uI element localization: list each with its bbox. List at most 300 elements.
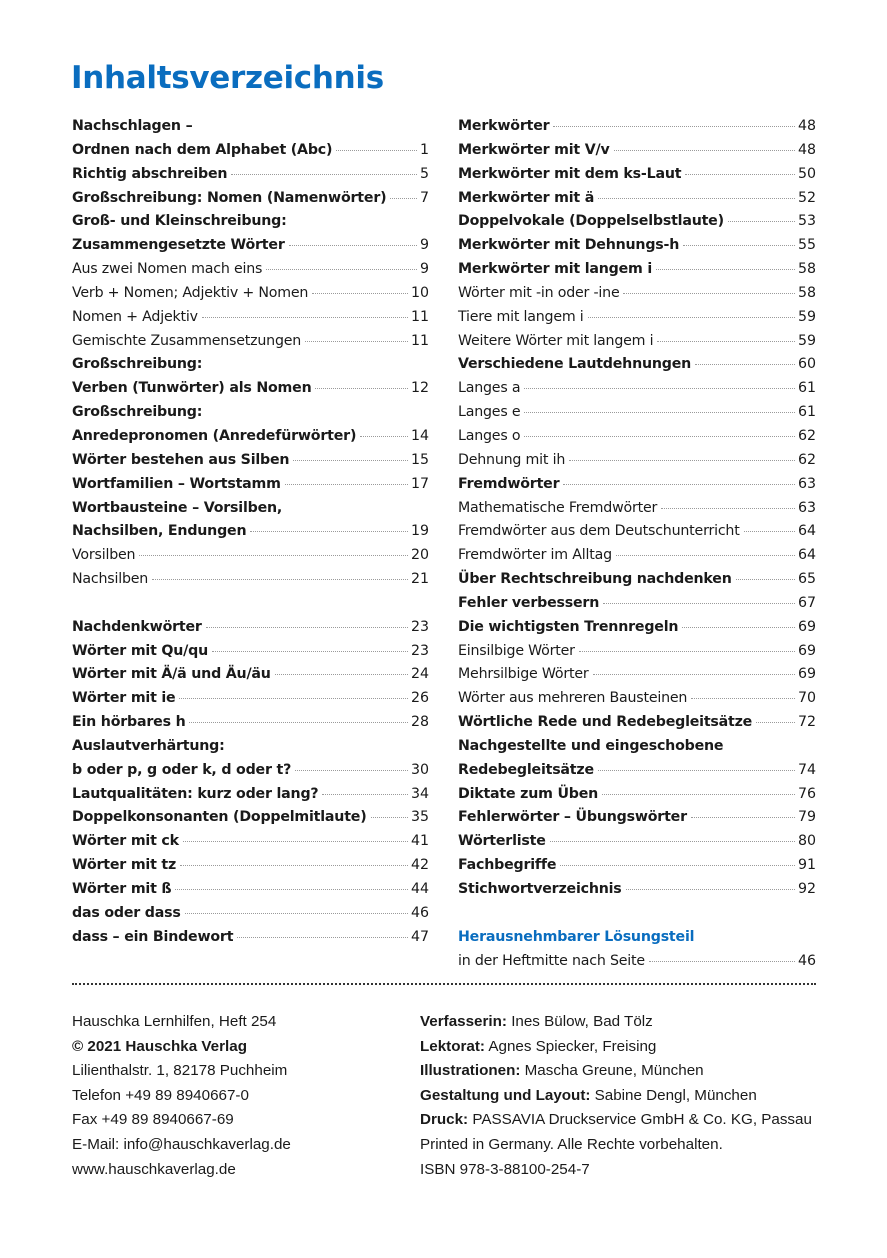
imprint-line <box>72 1035 291 1060</box>
toc-entry-label: Wörterliste <box>458 833 546 850</box>
toc-entry[interactable] <box>458 401 816 425</box>
toc-page-number: 63 <box>797 499 816 516</box>
toc-entry-label: Nachsilben <box>72 571 149 588</box>
imprint-label: Lektorat: <box>420 1037 485 1055</box>
toc-entry-label: Wörter mit ck <box>72 833 179 850</box>
toc-page-number: 72 <box>797 714 816 731</box>
toc-page-number: 11 <box>410 332 429 349</box>
toc-entry[interactable] <box>72 878 429 902</box>
toc-page-number: 58 <box>797 284 816 301</box>
toc-entry[interactable] <box>458 640 816 664</box>
dot-leader <box>563 484 795 485</box>
dot-leader <box>524 436 795 437</box>
toc-entry-label: das oder dass <box>72 904 181 921</box>
toc-entry-label: Fehler verbessern <box>458 594 600 611</box>
dot-leader <box>183 841 408 842</box>
toc-page-number: 26 <box>410 690 429 707</box>
imprint-line <box>72 1059 291 1084</box>
toc-entry-label: Tiere mit langem i <box>458 308 584 325</box>
toc-entry-label: Großschreibung: <box>72 404 203 421</box>
imprint-label: Illustrationen: <box>420 1062 521 1080</box>
toc-entry-label: Ordnen nach dem Alphabet (Abc) <box>72 141 333 158</box>
dot-leader <box>569 460 795 461</box>
dot-leader <box>250 531 408 532</box>
toc-entry[interactable] <box>458 187 816 211</box>
toc-page-number: 50 <box>797 165 816 182</box>
toc-entry[interactable] <box>72 806 429 830</box>
toc-entry[interactable] <box>458 663 816 687</box>
imprint-label: © 2021 Hauschka Verlag <box>72 1037 247 1055</box>
toc-page-number: 53 <box>797 213 816 230</box>
toc-entry[interactable] <box>458 377 816 401</box>
toc-entry[interactable] <box>72 616 429 640</box>
dot-leader <box>212 651 408 652</box>
imprint-value: Printed in Germany. Alle Rechte vorbehalten. <box>420 1135 723 1153</box>
toc-page-number: 64 <box>797 547 816 564</box>
dot-leader <box>524 388 795 389</box>
dot-leader <box>285 484 408 485</box>
toc-entry-label: Wörter aus mehreren Bausteinen <box>458 690 688 707</box>
toc-entry[interactable] <box>72 759 429 783</box>
toc-page-number: 69 <box>797 642 816 659</box>
toc-entry-label: Langes e <box>458 404 521 421</box>
toc-page-number: 19 <box>410 523 429 540</box>
imprint-line <box>72 1133 291 1158</box>
toc-entry[interactable] <box>72 282 429 306</box>
toc-heading <box>458 926 816 950</box>
toc-page-number: 64 <box>797 523 816 540</box>
toc-entry-label: Nachsilben, Endungen <box>72 523 247 540</box>
dot-leader <box>315 388 407 389</box>
imprint-line <box>420 1084 812 1109</box>
dot-leader <box>623 293 794 294</box>
toc-entry[interactable] <box>72 854 429 878</box>
dot-leader <box>360 436 408 437</box>
dot-leader <box>237 937 408 938</box>
toc-entry[interactable] <box>458 139 816 163</box>
toc-page-number: 21 <box>410 571 429 588</box>
toc-entry[interactable] <box>458 115 816 139</box>
imprint-line <box>72 1158 291 1183</box>
toc-entry-label: Merkwörter mit Dehnungs-h <box>458 237 680 254</box>
toc-entry[interactable] <box>458 306 816 330</box>
dot-leader <box>550 841 795 842</box>
toc-page-number: 91 <box>797 857 816 874</box>
toc-entry[interactable] <box>458 687 816 711</box>
toc-entry[interactable] <box>72 330 429 354</box>
toc-entry-label: Merkwörter <box>458 118 550 134</box>
toc-entry-label: Diktate zum Üben <box>458 785 599 802</box>
toc-entry-label: Nachgestellte und eingeschobene <box>458 737 724 754</box>
toc-entry-label: dass – ein Bindewort <box>72 928 234 945</box>
imprint-credits <box>420 1010 812 1182</box>
toc-entry-label: Verschiedene Lautdehnungen <box>458 356 692 373</box>
toc-entry-label: Fachbegriffe <box>458 857 557 874</box>
toc-entry[interactable] <box>72 163 429 187</box>
dot-leader <box>695 364 795 365</box>
dot-leader <box>657 341 795 342</box>
imprint-value: Agnes Spiecker, Freising <box>484 1037 657 1055</box>
toc-entry-label: Verben (Tunwörter) als Nomen <box>72 380 312 397</box>
toc-entry-label: Über Rechtschreibung nachdenken <box>458 571 732 588</box>
imprint-line <box>72 1108 291 1133</box>
toc-entry-label: Doppelkonsonanten (Doppelmitlaute) <box>72 809 367 826</box>
toc-entry-label: Nomen + Adjektiv <box>72 308 198 325</box>
imprint-value: Mascha Greune, München <box>520 1062 704 1080</box>
toc-entry-label: Aus zwei Nomen mach eins <box>72 261 263 278</box>
toc-entry-label: Wörtliche Rede und Redebegleitsätze <box>458 714 753 731</box>
toc-entry-label: Langes a <box>458 380 521 397</box>
dot-leader <box>202 317 408 318</box>
toc-page-number: 79 <box>797 809 816 826</box>
dot-leader <box>656 269 795 270</box>
toc-page-number: 34 <box>410 785 429 802</box>
toc-spacer <box>458 902 816 926</box>
toc-entry[interactable] <box>458 616 816 640</box>
toc-page-number: 92 <box>797 881 816 897</box>
toc-entry-label: Merkwörter mit ä <box>458 189 595 206</box>
dot-leader <box>736 579 795 580</box>
dot-leader <box>275 674 408 675</box>
toc-page-number: 1 <box>419 141 429 158</box>
toc-entry[interactable] <box>72 568 429 592</box>
toc-entry[interactable] <box>458 497 816 521</box>
toc-page-number: 59 <box>797 332 816 349</box>
toc-entry-label: Die wichtigsten Trennregeln <box>458 618 679 635</box>
toc-page-number: 46 <box>410 904 429 921</box>
toc-entry[interactable] <box>72 449 429 473</box>
imprint-value: Hauschka Lernhilfen, Heft 254 <box>72 1013 277 1030</box>
imprint-line <box>420 1059 812 1084</box>
toc-entry[interactable] <box>458 210 816 234</box>
imprint-value: PASSAVIA Druckservice GmbH & Co. KG, Passau <box>468 1111 812 1129</box>
toc-entry[interactable] <box>72 640 429 664</box>
toc-entry-label: Wörter mit ß <box>72 881 172 897</box>
imprint-line <box>420 1108 812 1133</box>
toc-heading <box>72 735 429 759</box>
dot-leader <box>685 174 795 175</box>
dot-leader <box>390 198 417 199</box>
dot-leader <box>322 794 407 795</box>
toc-entry[interactable] <box>458 258 816 282</box>
toc-entry[interactable] <box>72 234 429 258</box>
dot-leader <box>598 198 795 199</box>
dot-leader <box>603 603 795 604</box>
toc-page-number: 58 <box>797 261 816 278</box>
toc-heading <box>72 210 429 234</box>
dot-leader <box>231 174 417 175</box>
toc-entry-label: Verb + Nomen; Adjektiv + Nomen <box>72 284 309 301</box>
toc-entry-label: Fremdwörter <box>458 475 560 492</box>
dot-leader <box>305 341 408 342</box>
dot-leader <box>588 317 795 318</box>
toc-heading <box>72 353 429 377</box>
toc-entry-label: in der Heftmitte nach Seite <box>458 952 645 969</box>
imprint-label: Druck: <box>420 1111 469 1129</box>
toc-entry-label: Herausnehmbarer Lösungsteil <box>458 928 695 945</box>
toc-entry-label: Wörter mit ie <box>72 690 176 707</box>
toc-entry[interactable] <box>458 854 816 878</box>
toc-entry[interactable] <box>458 950 816 974</box>
toc-page-number: 35 <box>410 809 429 826</box>
toc-heading <box>72 115 429 139</box>
toc-entry[interactable] <box>72 926 429 950</box>
toc-page-number: 60 <box>797 356 816 373</box>
dot-leader <box>266 269 417 270</box>
toc-entry[interactable] <box>72 187 429 211</box>
toc-page-number: 9 <box>419 261 429 278</box>
dot-leader <box>206 627 408 628</box>
toc-entry-label: Ein hörbares h <box>72 714 186 731</box>
toc-page-number: 10 <box>410 284 429 301</box>
imprint-value: Fax +49 89 8940667-69 <box>72 1111 234 1129</box>
dot-leader <box>682 627 795 628</box>
toc-page-number: 61 <box>797 404 816 421</box>
toc-page-number: 55 <box>797 237 816 254</box>
imprint-value: Telefon +49 89 8940667-0 <box>72 1086 249 1104</box>
toc-entry[interactable] <box>72 306 429 330</box>
toc-page-number: 44 <box>410 881 429 897</box>
imprint-value: www.hauschkaverlag.de <box>72 1160 236 1178</box>
dot-leader <box>626 889 795 890</box>
imprint-line <box>420 1010 812 1035</box>
toc-entry-label: Langes o <box>458 427 521 444</box>
imprint-label: Gestaltung und Layout: <box>420 1086 591 1104</box>
toc-entry[interactable] <box>72 473 429 497</box>
dot-leader <box>614 150 795 151</box>
dot-leader <box>371 817 408 818</box>
toc-entry-label: Groß- und Kleinschreibung: <box>72 213 287 230</box>
dot-leader <box>602 794 795 795</box>
toc-entry-label: Einsilbige Wörter <box>458 642 575 659</box>
toc-entry-label: Wortfamilien – Wortstamm <box>72 475 281 492</box>
toc-page-number: 69 <box>797 666 816 683</box>
toc-entry-label: Merkwörter mit langem i <box>458 261 653 278</box>
toc-page-number: 48 <box>797 141 816 158</box>
toc-page-number: 15 <box>410 451 429 468</box>
toc-heading <box>72 497 429 521</box>
toc-entry-label: Lautqualitäten: kurz oder lang? <box>72 785 319 802</box>
toc-entry-label: Fehlerwörter – Übungswörter <box>458 809 687 826</box>
dot-leader <box>691 698 795 699</box>
toc-entry[interactable] <box>72 783 429 807</box>
toc-entry-label: Redebegleitsätze <box>458 761 594 778</box>
toc-page-number: 14 <box>410 427 429 444</box>
imprint-label: Verfasserin: <box>420 1013 507 1030</box>
dot-leader <box>180 865 408 866</box>
toc-entry-label: Fremdwörter aus dem Deutschunterricht <box>458 523 740 540</box>
toc-entry[interactable] <box>72 663 429 687</box>
toc-page-number: 23 <box>410 642 429 659</box>
imprint-line <box>420 1133 812 1158</box>
toc-entry[interactable] <box>458 163 816 187</box>
toc-entry[interactable] <box>458 449 816 473</box>
dot-leader <box>295 770 408 771</box>
dot-leader <box>179 698 407 699</box>
toc-entry-label: Stichwortverzeichnis <box>458 881 622 897</box>
toc-entry-label: b oder p, g oder k, d oder t? <box>72 761 292 778</box>
toc-page-number: 11 <box>410 308 429 325</box>
toc-entry[interactable] <box>458 783 816 807</box>
toc-page-number: 47 <box>410 928 429 945</box>
imprint-line <box>72 1084 291 1109</box>
toc-entry-label: Großschreibung: Nomen (Namenwörter) <box>72 189 387 206</box>
toc-entry[interactable] <box>72 520 429 544</box>
toc-entry-label: Merkwörter mit dem ks-Laut <box>458 165 682 182</box>
toc-entry-label: Wörter bestehen aus Silben <box>72 451 290 468</box>
imprint-value: E-Mail: info@hauschkaverlag.de <box>72 1135 291 1153</box>
toc-page-number: 76 <box>797 785 816 802</box>
toc-entry[interactable] <box>458 425 816 449</box>
toc-entry[interactable] <box>72 902 429 926</box>
dot-leader <box>756 722 795 723</box>
toc-heading <box>458 735 816 759</box>
toc-entry-label: Mathematische Fremdwörter <box>458 499 658 516</box>
imprint-value: Sabine Dengl, München <box>590 1086 757 1104</box>
dot-leader <box>175 889 408 890</box>
toc-entry[interactable] <box>458 568 816 592</box>
dot-leader <box>744 531 795 532</box>
page-title: Inhaltsverzeichnis <box>71 60 384 96</box>
toc-page-number: 46 <box>797 952 816 969</box>
toc-entry-label: Fremdwörter im Alltag <box>458 547 612 564</box>
dot-leader <box>649 961 795 962</box>
toc-entry[interactable] <box>72 544 429 568</box>
toc-left-column <box>72 115 429 950</box>
toc-page-number: 20 <box>410 547 429 564</box>
dot-leader <box>293 460 408 461</box>
toc-page-number: 74 <box>797 761 816 778</box>
toc-entry[interactable] <box>72 830 429 854</box>
toc-entry-label: Nachdenkwörter <box>72 618 202 635</box>
toc-page-number: 7 <box>419 189 429 206</box>
toc-entry-label: Richtig abschreiben <box>72 165 228 182</box>
toc-entry[interactable] <box>72 139 429 163</box>
toc-page-number: 52 <box>797 189 816 206</box>
dot-leader <box>593 674 795 675</box>
toc-entry[interactable] <box>458 473 816 497</box>
imprint-line <box>420 1158 812 1183</box>
toc-page-number: 67 <box>797 594 816 611</box>
toc-entry[interactable] <box>458 592 816 616</box>
dot-leader <box>661 508 795 509</box>
toc-page-number: 9 <box>419 237 429 254</box>
imprint-publisher <box>72 1010 291 1182</box>
toc-entry[interactable] <box>458 353 816 377</box>
imprint-line <box>420 1035 812 1060</box>
dot-leader <box>553 126 795 127</box>
toc-page-number: 69 <box>797 618 816 635</box>
toc-entry[interactable] <box>458 759 816 783</box>
toc-entry[interactable] <box>458 830 816 854</box>
toc-entry[interactable] <box>458 330 816 354</box>
dot-leader <box>185 913 408 914</box>
toc-page-number: 62 <box>797 451 816 468</box>
toc-page-number: 70 <box>797 690 816 707</box>
toc-entry-label: Wortbausteine – Vorsilben, <box>72 499 283 516</box>
toc-entry-label: Wörter mit -in oder -ine <box>458 284 620 301</box>
toc-entry-label: Anredepronomen (Anredefürwörter) <box>72 427 357 444</box>
toc-entry[interactable] <box>72 687 429 711</box>
toc-entry-label: Doppelvokale (Doppelselbstlaute) <box>458 213 724 230</box>
toc-entry-label: Merkwörter mit V/v <box>458 141 610 158</box>
toc-entry[interactable] <box>458 544 816 568</box>
dot-leader <box>336 150 417 151</box>
dotted-divider <box>72 983 816 985</box>
dot-leader <box>289 245 417 246</box>
imprint-value: Ines Bülow, Bad Tölz <box>506 1013 653 1030</box>
toc-page-number: 59 <box>797 308 816 325</box>
dot-leader <box>616 555 795 556</box>
toc-entry-label: Großschreibung: <box>72 356 203 373</box>
toc-entry-label: Mehrsilbige Wörter <box>458 666 589 683</box>
toc-spacer <box>72 592 429 616</box>
toc-entry[interactable] <box>458 520 816 544</box>
toc-page-number: 5 <box>419 165 429 182</box>
dot-leader <box>152 579 408 580</box>
toc-page-number: 23 <box>410 618 429 635</box>
toc-entry-label: Wörter mit Qu/qu <box>72 642 208 659</box>
imprint-value: ISBN 978-3-88100-254-7 <box>420 1160 590 1178</box>
toc-entry-label: Nachschlagen – <box>72 118 193 134</box>
toc-page-number: 28 <box>410 714 429 731</box>
toc-page-number: 42 <box>410 857 429 874</box>
toc-page-number: 63 <box>797 475 816 492</box>
toc-entry[interactable] <box>72 425 429 449</box>
toc-right-column <box>458 115 816 973</box>
toc-entry-label: Dehnung mit ih <box>458 451 566 468</box>
toc-entry-label: Zusammengesetzte Wörter <box>72 237 285 254</box>
toc-page-number: 61 <box>797 380 816 397</box>
toc-entry[interactable] <box>458 806 816 830</box>
dot-leader <box>683 245 795 246</box>
toc-entry-label: Wörter mit tz <box>72 857 177 874</box>
toc-entry[interactable] <box>72 258 429 282</box>
toc-entry-label: Wörter mit Ä/ä und Äu/äu <box>72 666 271 683</box>
toc-page-number: 48 <box>797 118 816 134</box>
toc-page-number: 24 <box>410 666 429 683</box>
toc-entry[interactable] <box>458 711 816 735</box>
toc-entry-label: Gemischte Zusammensetzungen <box>72 332 302 349</box>
dot-leader <box>728 221 795 222</box>
dot-leader <box>579 651 795 652</box>
toc-page-number: 17 <box>410 475 429 492</box>
toc-entry-label: Auslautverhärtung: <box>72 737 225 754</box>
toc-entry-label: Vorsilben <box>72 547 136 564</box>
toc-heading <box>72 401 429 425</box>
toc-page-number: 80 <box>797 833 816 850</box>
toc-entry[interactable] <box>72 377 429 401</box>
toc-entry[interactable] <box>458 282 816 306</box>
toc-entry[interactable] <box>458 234 816 258</box>
toc-page-number: 30 <box>410 761 429 778</box>
toc-page-number: 12 <box>410 380 429 397</box>
toc-page-number: 65 <box>797 571 816 588</box>
imprint-line <box>72 1010 291 1035</box>
imprint-value: Lilienthalstr. 1, 82178 Puchheim <box>72 1062 288 1080</box>
dot-leader <box>312 293 408 294</box>
dot-leader <box>189 722 407 723</box>
dot-leader <box>560 865 795 866</box>
toc-entry[interactable] <box>458 878 816 902</box>
toc-page-number: 62 <box>797 427 816 444</box>
dot-leader <box>691 817 795 818</box>
toc-entry-label: Weitere Wörter mit langem i <box>458 332 654 349</box>
dot-leader <box>524 412 795 413</box>
toc-entry[interactable] <box>72 711 429 735</box>
dot-leader <box>139 555 408 556</box>
dot-leader <box>598 770 795 771</box>
